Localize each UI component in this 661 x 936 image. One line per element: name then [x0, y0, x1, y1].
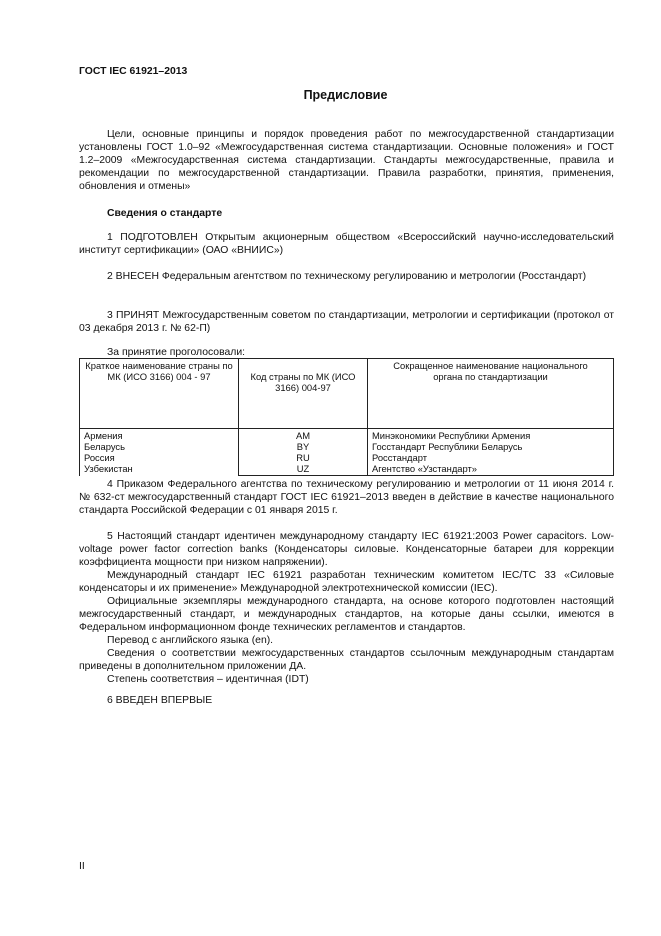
- table-cell-code: AM: [295, 430, 311, 441]
- table-cell-body: Минэкономики Республики Армения: [372, 430, 531, 441]
- table-header-body: Сокращенное наименование национального органа по стандартизации: [368, 359, 614, 429]
- table-cell-country: Армения: [84, 430, 123, 441]
- table-header-country: Краткое наименование страны по МК (ИСО 3166) 004 - 97: [80, 359, 239, 429]
- item-2-submitted: 2 ВНЕСЕН Федеральным агентством по техническому регулированию и метрологии (Росстандарт): [107, 271, 587, 282]
- table-cell-country: Беларусь: [84, 441, 126, 452]
- standard-code-header: ГОСТ IEC 61921–2013: [79, 66, 188, 77]
- item-3-adopted: 3 ПРИНЯТ Межгосударственным советом по стандартизации, метрологии и сертификации (протокол от 03 декабря 2013 г. № 62-П): [79, 310, 614, 334]
- table-cell-body: Госстандарт Республики Беларусь: [372, 441, 523, 452]
- table-header-code: Код страны по МК (ИСО 3166) 004-97: [239, 359, 368, 429]
- voting-table: [79, 358, 614, 476]
- table-cell-country: Россия: [84, 452, 115, 463]
- table-cell-code: RU: [296, 452, 310, 463]
- item-1-prepared: 1 ПОДГОТОВЛЕН Открытым акционерным обществом «Всероссийский научно-исследовательский институт сертификации» (ОАО «ВНИИС»): [79, 232, 614, 256]
- intro-paragraph: Цели, основные принципы и порядок проведения работ по межгосударственной стандартизации установлены ГОСТ 1.0–92 «Межгосударственная система стандартизации. Основные положения» и ГОСТ 1.2–2009 «Межгосударственная система стандартизации. Стандарты межгосударственные, правила и рекомендации по межгосударственной стандартизации. Правила разработки, принятия, применения, обновления и отмены»: [79, 129, 614, 192]
- item-6-first-introduced: 6 ВВЕДЕН ВПЕРВЫЕ: [107, 695, 213, 706]
- item-5-developer: Международный стандарт IEC 61921 разработан техническим комитетом IEC/TC 33 «Силовые конденсаторы и их применение» Международной электротехнической комиссии (IEC).: [79, 570, 614, 594]
- vote-label: За принятие проголосовали:: [107, 347, 246, 358]
- table-cell-country: Узбекистан: [84, 463, 133, 474]
- item-4-enacted: 4 Приказом Федерального агентства по техническому регулированию и метрологии от 11 июня 2014 г. № 632-ст межгосударственный стандарт ГОСТ IEC 61921–2013 введен в действие в качестве национального стандарта Российской Федерации с 01 января 2015 г.: [79, 479, 614, 516]
- item-5-copies: Официальные экземпляры международного стандарта, на основе которого подготовлен настоящий межгосударственный стандарт, и международных стандартов, на которые даны ссылки, имеются в Федеральном информационном фонде технических регламентов и стандартов.: [79, 596, 614, 633]
- table-row: [80, 429, 614, 476]
- item-5-block: [79, 530, 614, 686]
- item-5-translation: Перевод с английского языка (en).: [107, 635, 274, 646]
- page-title: Предисловие: [303, 88, 388, 102]
- table-cell-code: UZ: [296, 463, 310, 474]
- section-heading: Сведения о стандарте: [107, 208, 223, 219]
- table-cell-body: Агентство «Узстандарт»: [372, 463, 478, 474]
- item-5-compliance: Сведения о соответствии межгосударственных стандартов ссылочным международным стандартам приведены в дополнительном приложении ДА.: [79, 648, 614, 672]
- table-header-row: [80, 359, 614, 429]
- item-5-degree: Степень соответствия – идентичная (IDT): [107, 674, 309, 685]
- page-number: II: [79, 861, 85, 872]
- table-cell-body: Росстандарт: [372, 452, 427, 463]
- item-5-identical: 5 Настоящий стандарт идентичен международному стандарту IEC 61921:2003 Power capacitors. Low-voltage power factor correction banks (Конденсаторы силовые. Конденсаторные батареи для коррекции коэффициента мощности при низком напряжении).: [79, 531, 614, 568]
- table-cell-code: BY: [296, 441, 310, 452]
